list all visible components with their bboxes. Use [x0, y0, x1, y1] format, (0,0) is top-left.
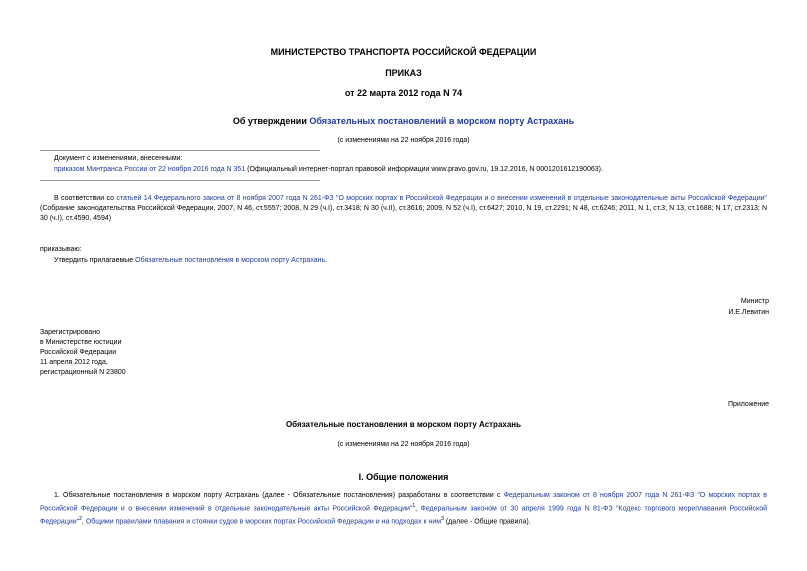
p1-separator: ,	[415, 505, 421, 513]
amendments-link[interactable]: приказом Минтранса России от 22 ноября 2016 года N 351	[54, 166, 246, 173]
doc-type-heading: ПРИКАЗ	[385, 68, 422, 78]
section-heading: I. Общие положения	[358, 472, 449, 482]
preamble-law-link[interactable]: статьей 14 Федерального закона от 8 ноября 2007 года N 261-ФЗ "О морских портах в Российской Федерации и о внесении изменений в отдельные законодательные акты Российской Федерации"	[116, 195, 767, 202]
registration-line: 11 апреля 2012 года,	[40, 359, 108, 366]
date-number-heading: от 22 марта 2012 года N 74	[344, 88, 463, 98]
signature-name: И.Е.Левитин	[728, 309, 769, 316]
preamble-text: (Собрание законодательства Российской Федерации, 2007, N 46, ст.5557; 2008, N 29 (ч.I), ст.3418; N 30 (ч.II), ст.3616; 2009, N 52 (ч.I), ст.6427; 2010, N 19, ст.2291; N 48, ст.6246; 2011, N 1, ст.3; N 13, ст.1688; N 17, ст.2313; N 30 (ч.I), ст.4590, 4594)	[40, 205, 767, 222]
amendments-label: Документ с изменениями, внесенными:	[54, 155, 183, 162]
p1-separator-2: ,	[81, 518, 86, 526]
p1-law-link-261[interactable]: Федеральным законом от 8 ноября 2007 года N 261-ФЗ "О морских портах в Российской Федерации и о внесении изменений в отдельные законодательные акты Российской Федерации"	[40, 492, 768, 513]
registration-line: Зарегистрировано	[40, 329, 100, 336]
registration-line: Российской Федерации	[40, 349, 117, 356]
p1-footnote-1[interactable]: 1	[412, 503, 416, 509]
order-prefix: Утвердить прилагаемые	[54, 257, 136, 264]
p1-law-link-81[interactable]: Федеральным законом от 30 апреля 1999 года N 81-ФЗ "Кодекс торгового мореплавания Российской Федерации"	[40, 505, 768, 526]
divider-top	[40, 150, 320, 151]
document-title	[0, 116, 807, 126]
p1-footnote-2[interactable]: 2	[79, 516, 82, 523]
appendix-changes-note: (с изменениями на 22 ноября 2016 года)	[337, 441, 470, 448]
p1-prefix: 1. Обязательные постановления в морском порту Астрахань (далее - Обязательные постановления) разработаны в соответствии с	[54, 492, 504, 499]
amendments-text: (Официальный интернет-портал правовой информации www.pravo.gov.ru, 19.12.2016, N 0001201612190063).	[245, 166, 603, 173]
order-item	[54, 256, 327, 266]
order-suffix: .	[325, 257, 328, 264]
p1-suffix: (далее - Общие правила).	[443, 518, 531, 526]
registration-line: в Министерстве юстиции	[40, 339, 122, 346]
title-prefix: Об утверждении	[232, 116, 310, 126]
title-link[interactable]: Обязательных постановлений в морском порту Астрахань	[309, 116, 575, 126]
section-paragraph-1	[40, 491, 767, 528]
title-changes-note: (с изменениями на 22 ноября 2016 года)	[337, 137, 470, 144]
preamble-prefix: В соответствии со	[54, 195, 117, 202]
divider-bottom	[40, 180, 320, 181]
signature-position: Министр	[740, 298, 769, 305]
appendix-label: Приложение	[727, 401, 769, 408]
ministry-heading: МИНИСТЕРСТВО ТРАНСПОРТА РОССИЙСКОЙ ФЕДЕРАЦИИ	[270, 47, 537, 57]
p1-footnote-3[interactable]: 3	[441, 516, 444, 523]
registration-block	[40, 328, 126, 378]
order-link[interactable]: Обязательные постановления в морском порту Астрахань	[135, 257, 326, 264]
registration-line: регистрационный N 23800	[40, 369, 126, 376]
p1-rules-link[interactable]: Общими правилами плавания и стоянки судов в морских портах Российской Федерации и на подходах к ним	[85, 518, 442, 526]
order-word: приказываю:	[40, 246, 82, 253]
appendix-title: Обязательные постановления в морском порту Астрахань	[285, 420, 522, 429]
amendments-entry	[54, 165, 754, 175]
preamble-paragraph	[40, 194, 767, 224]
